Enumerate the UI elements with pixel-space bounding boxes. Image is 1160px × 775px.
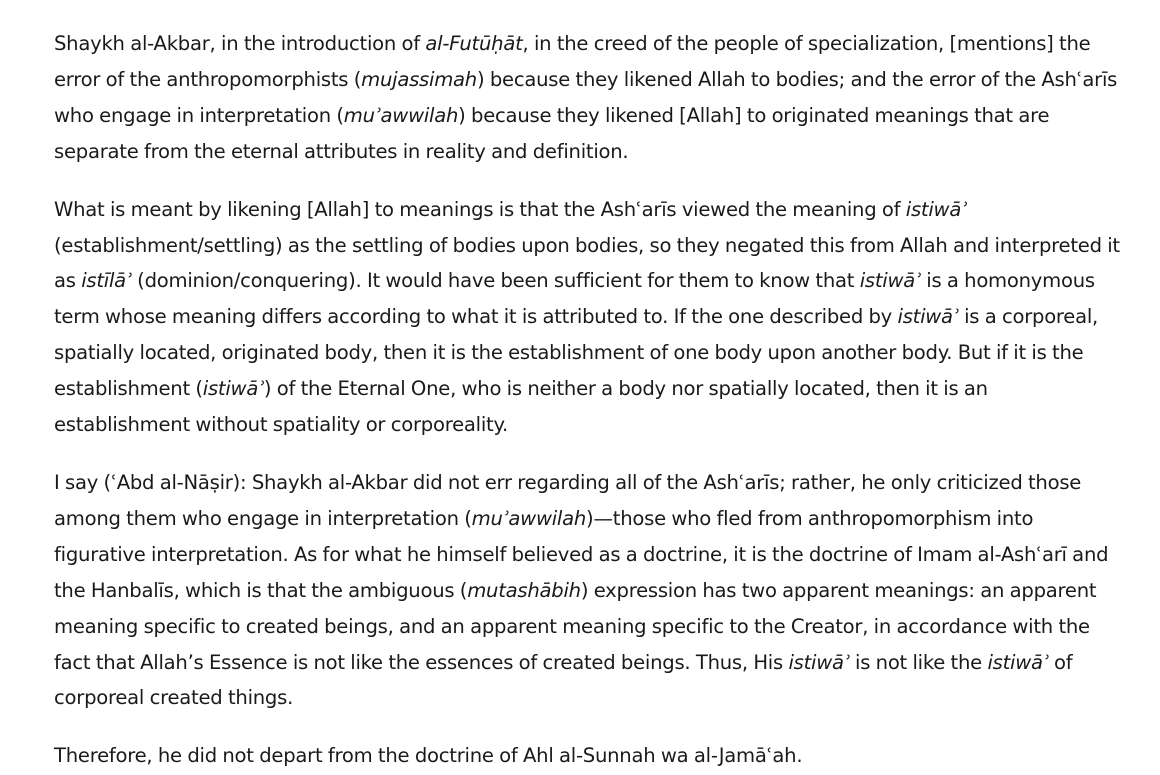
- text-run: Therefore, he did not depart from the doctrine of Ahl al-Sunnah wa al-Jamāʿah.: [54, 744, 803, 768]
- text-run: )—those who fled from anthropomorphism into figurative interpretation. As for what he himself believed as a doctrine, it is the doctrine of Imam al-Ashʿarī and the Hanbalīs, which is that the ambiguous (: [54, 506, 1109, 602]
- italic-term: istiwāʾ: [202, 377, 264, 401]
- italic-term: mujassimah: [361, 67, 477, 91]
- italic-term: istiwāʾ: [859, 269, 921, 293]
- paragraph: [54, 738, 1124, 774]
- text-run: is a corporeal, spatially located, originated body, then it is the establishment of one body upon another body. But if it is the establishment (: [54, 305, 1099, 401]
- italic-term: mutashābih: [467, 578, 581, 602]
- text-run: is not like the: [849, 650, 988, 674]
- italic-term: muʾawwilah: [471, 506, 587, 530]
- text-run: I say (ʿAbd al-Nāṣir): Shaykh al-Akbar did not err regarding all of the Ashʿarīs; rather, he only criticized those among them who engage in interpretation (: [54, 470, 1082, 530]
- italic-term: istiwāʾ: [788, 650, 850, 674]
- text-run: ) because they likened Allah to bodies; and the error of the Ashʿarīs who engage in interpretation (: [54, 67, 1118, 127]
- text-run: (dominion/conquering). It would have been sufficient for them to know that: [131, 269, 860, 293]
- text-run: ) because they likened [Allah] to originated meanings that are separate from the eternal attributes in reality and definition.: [54, 103, 1050, 163]
- paragraph: [54, 465, 1124, 716]
- italic-term: istiwāʾ: [905, 197, 967, 221]
- text-run: What is meant by likening [Allah] to meanings is that the Ashʿarīs viewed the meaning of: [54, 197, 906, 221]
- paragraph: [54, 26, 1124, 170]
- text-run: Shaykh al-Akbar, in the introduction of: [54, 32, 426, 55]
- text-run: ) expression has two apparent meanings: an apparent meaning specific to created beings, and an apparent meaning specific to the Creator, in accordance with the fact that Allah’s Essence is not like the essences of created beings. Thus, His: [54, 578, 1097, 674]
- text-run: , in the creed of the people of specialization, [mentions] the error of the anthropomorphists (: [54, 32, 1091, 91]
- italic-term: al-Futūḥāt: [425, 32, 523, 55]
- text-run: ) of the Eternal One, who is neither a body nor spatially located, then it is an establishment without spatiality or corporeality.: [54, 377, 988, 437]
- paragraph: [54, 192, 1124, 443]
- italic-term: istiwāʾ: [987, 650, 1049, 674]
- italic-term: istīlāʾ: [81, 269, 132, 293]
- text-run: (establishment/settling) as the settling of bodies upon bodies, so they negated this from Allah and interpreted it as: [54, 233, 1120, 293]
- text-run: of corporeal created things.: [54, 650, 1073, 710]
- text-run: is a homonymous term whose meaning differs according to what it is attributed to. If the one described by: [54, 269, 1095, 329]
- italic-term: muʾawwilah: [343, 103, 459, 127]
- article-body: [54, 26, 1124, 774]
- italic-term: istiwāʾ: [897, 305, 959, 329]
